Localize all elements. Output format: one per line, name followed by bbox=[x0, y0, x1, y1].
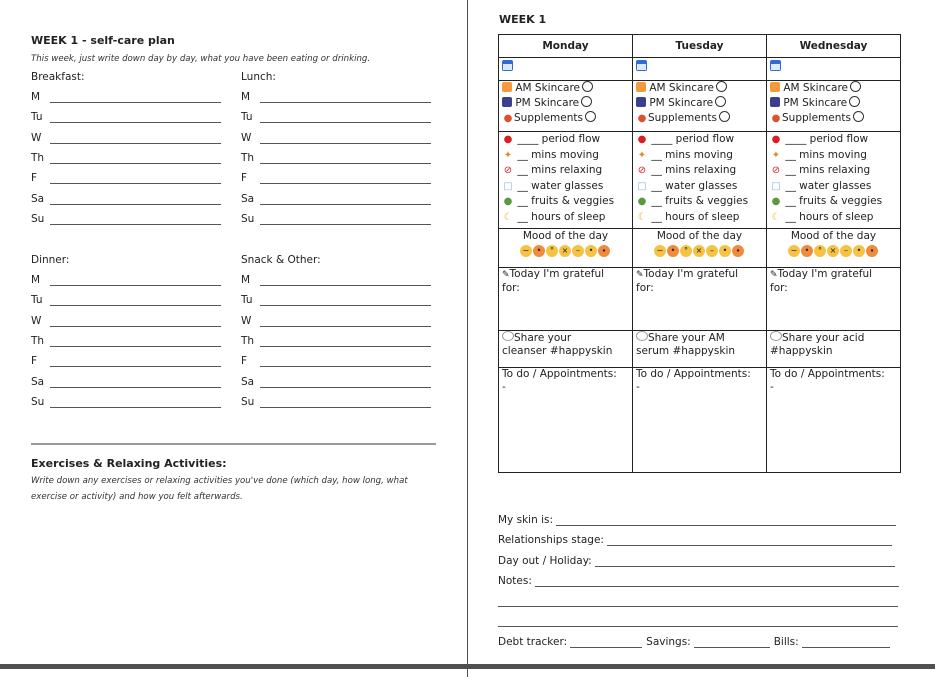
stat-mins_relaxing[interactable]: __ mins relaxing bbox=[651, 164, 737, 176]
pill-icon: ● bbox=[637, 113, 647, 124]
write-line[interactable] bbox=[260, 316, 431, 327]
debt-label: Debt tracker: bbox=[498, 636, 568, 648]
speech-bubble-icon bbox=[502, 331, 514, 341]
runner-icon: ✦ bbox=[771, 149, 781, 161]
exercise-title: Exercises & Relaxing Activities: bbox=[31, 457, 227, 470]
day-label: Th bbox=[241, 334, 255, 347]
face-icon[interactable]: – bbox=[840, 245, 852, 257]
night-icon bbox=[770, 97, 780, 107]
calendar-icon bbox=[770, 60, 781, 71]
calendar-cell bbox=[767, 58, 901, 81]
grateful-for: for: bbox=[770, 282, 788, 294]
stat-mins_relaxing[interactable]: __ mins relaxing bbox=[517, 164, 603, 176]
day-label: F bbox=[241, 172, 248, 185]
share-cell[interactable] bbox=[633, 331, 767, 368]
salad-icon: ● bbox=[503, 196, 513, 207]
pencil-icon: ✎ bbox=[770, 270, 778, 280]
day-label: M bbox=[31, 274, 41, 286]
col-tuesday: Tuesday bbox=[633, 35, 767, 58]
todo-cell[interactable] bbox=[633, 368, 767, 473]
face-icon[interactable]: ∼ bbox=[520, 245, 532, 257]
stat-mins_moving[interactable]: __ mins moving bbox=[651, 148, 733, 161]
stat-period_flow[interactable]: ____ period flow bbox=[651, 133, 735, 145]
write-line[interactable] bbox=[556, 515, 896, 526]
calendar-icon bbox=[502, 60, 513, 71]
breakfast-row[interactable] bbox=[31, 193, 221, 205]
snack-row[interactable] bbox=[241, 315, 431, 327]
face-icon[interactable]: × bbox=[693, 245, 705, 257]
write-line[interactable] bbox=[50, 336, 221, 347]
salad-icon: ● bbox=[771, 196, 781, 207]
savings-line[interactable] bbox=[694, 637, 770, 648]
todo-label: To do / Appointments: bbox=[770, 368, 885, 380]
lunch-label: Lunch: bbox=[241, 71, 276, 83]
moon-icon: ☾ bbox=[637, 211, 647, 223]
pencil-icon: ✎ bbox=[502, 270, 510, 280]
write-line[interactable] bbox=[50, 92, 221, 103]
grateful-for: for: bbox=[636, 282, 654, 294]
write-line[interactable] bbox=[260, 194, 431, 205]
stat-period_flow[interactable]: ____ period flow bbox=[517, 133, 601, 145]
pm-skincare-label: PM Skincare bbox=[783, 97, 848, 109]
day-label: Sa bbox=[241, 192, 255, 205]
supplements-checkbox[interactable] bbox=[585, 111, 596, 122]
write-line[interactable] bbox=[260, 214, 431, 225]
breakfast-label: Breakfast: bbox=[31, 71, 85, 83]
breakfast-row[interactable] bbox=[31, 91, 221, 103]
todo-cell[interactable] bbox=[499, 368, 633, 473]
salad-icon: ● bbox=[637, 196, 647, 207]
face-icon[interactable]: ° bbox=[814, 245, 826, 257]
write-line[interactable] bbox=[50, 194, 221, 205]
stat-fruits_veggies[interactable]: __ fruits & veggies bbox=[651, 195, 749, 207]
write-line[interactable] bbox=[260, 173, 431, 184]
bills-line[interactable] bbox=[802, 637, 890, 648]
pencil-icon: ✎ bbox=[636, 270, 644, 280]
runner-icon: ✦ bbox=[637, 149, 647, 161]
write-line[interactable] bbox=[260, 295, 431, 306]
share-line-1: Share your bbox=[514, 332, 572, 344]
snack-row[interactable] bbox=[241, 335, 431, 347]
calendar-cell bbox=[499, 58, 633, 81]
share-line-2: #happyskin bbox=[770, 345, 833, 357]
daily-stats-cell bbox=[767, 132, 901, 229]
write-line[interactable] bbox=[607, 535, 892, 546]
write-line[interactable] bbox=[498, 596, 898, 607]
supplements-label: Supplements bbox=[648, 112, 717, 124]
face-icon[interactable]: ∙ bbox=[598, 245, 610, 257]
mood-label: Mood of the day bbox=[790, 230, 877, 242]
share-cell[interactable] bbox=[499, 331, 633, 368]
pill-icon: ● bbox=[771, 113, 781, 124]
write-line[interactable] bbox=[260, 112, 431, 123]
pill-icon: ● bbox=[503, 113, 513, 124]
supplements-checkbox[interactable] bbox=[719, 111, 730, 122]
todo-dash: - bbox=[770, 381, 774, 393]
breakfast-row[interactable] bbox=[31, 152, 221, 164]
day-label: W bbox=[241, 131, 252, 144]
day-label: W bbox=[31, 131, 42, 144]
write-line[interactable] bbox=[535, 576, 899, 587]
finance-row bbox=[498, 636, 890, 648]
face-icon[interactable]: ∼ bbox=[654, 245, 666, 257]
lunch-row[interactable] bbox=[241, 152, 431, 164]
stat-fruits_veggies[interactable]: __ fruits & veggies bbox=[785, 195, 883, 207]
extra-notes-line[interactable] bbox=[498, 596, 898, 607]
write-line[interactable] bbox=[260, 377, 431, 388]
day-label: M bbox=[241, 274, 251, 286]
write-line[interactable] bbox=[260, 397, 431, 408]
face-icon[interactable]: • bbox=[585, 245, 597, 257]
runner-icon: ✦ bbox=[503, 149, 513, 161]
stat-water_glasses[interactable]: __ water glasses bbox=[517, 179, 604, 192]
day-out-line-label: Day out / Holiday: bbox=[498, 555, 592, 567]
write-line[interactable] bbox=[50, 133, 221, 144]
pm-skincare-label: PM Skincare bbox=[649, 97, 714, 109]
mood-cell bbox=[633, 229, 767, 268]
share-line-1: Share your acid bbox=[782, 332, 865, 344]
bills-label: Bills: bbox=[773, 636, 799, 648]
grateful-cell[interactable] bbox=[767, 268, 901, 331]
day-label: F bbox=[241, 355, 248, 368]
col-monday: Monday bbox=[499, 35, 633, 58]
extra-notes-line[interactable] bbox=[498, 616, 898, 627]
supplements-label: Supplements bbox=[782, 112, 851, 124]
write-line[interactable] bbox=[50, 153, 221, 164]
snack-label: Snack & Other: bbox=[241, 254, 321, 266]
stat-hours_sleep[interactable]: __ hours of sleep bbox=[651, 210, 740, 223]
calendar-icon bbox=[636, 60, 647, 71]
write-line[interactable] bbox=[50, 316, 221, 327]
no-entry-icon: ⊘ bbox=[503, 165, 513, 176]
face-icon[interactable]: ° bbox=[680, 245, 692, 257]
no-entry-icon: ⊘ bbox=[771, 165, 781, 176]
write-line[interactable] bbox=[50, 377, 221, 388]
am-skincare-label: AM Skincare bbox=[515, 82, 580, 94]
breakfast-row[interactable] bbox=[31, 111, 221, 123]
drop-icon: ● bbox=[771, 134, 781, 145]
pm-skincare-checkbox[interactable] bbox=[581, 96, 592, 107]
mood-cell bbox=[499, 229, 633, 268]
pm-skincare-label: PM Skincare bbox=[515, 97, 580, 109]
lunch-row[interactable] bbox=[241, 132, 431, 144]
face-icon[interactable]: × bbox=[827, 245, 839, 257]
left-page bbox=[0, 0, 467, 664]
grateful-label: Today I'm grateful bbox=[509, 268, 605, 280]
write-line[interactable] bbox=[50, 214, 221, 225]
grateful-label: Today I'm grateful bbox=[777, 268, 873, 280]
breakfast-row[interactable] bbox=[31, 132, 221, 144]
sunrise-icon bbox=[502, 82, 512, 92]
lunch-row[interactable] bbox=[241, 172, 431, 184]
write-line[interactable] bbox=[498, 616, 898, 627]
sunrise-icon bbox=[770, 82, 780, 92]
face-icon[interactable]: • bbox=[533, 245, 545, 257]
glass-icon: □ bbox=[771, 180, 781, 192]
my-skin-line[interactable] bbox=[498, 514, 896, 526]
todo-label: To do / Appointments: bbox=[502, 368, 617, 380]
day-label: W bbox=[241, 314, 252, 327]
dinner-row[interactable] bbox=[31, 396, 221, 408]
night-icon bbox=[636, 97, 646, 107]
day-label: Tu bbox=[31, 294, 43, 307]
grateful-for: for: bbox=[502, 282, 520, 294]
snack-row[interactable] bbox=[241, 355, 431, 367]
write-line[interactable] bbox=[50, 356, 221, 367]
notes-line-label: Notes: bbox=[498, 575, 532, 587]
am-skincare-checkbox[interactable] bbox=[850, 81, 861, 92]
relationships-line[interactable] bbox=[498, 534, 892, 546]
day-label: Sa bbox=[31, 192, 45, 205]
stat-hours_sleep[interactable]: __ hours of sleep bbox=[517, 210, 606, 223]
speech-bubble-icon bbox=[636, 331, 648, 341]
stat-water_glasses[interactable]: __ water glasses bbox=[651, 179, 738, 192]
face-icon[interactable]: × bbox=[559, 245, 571, 257]
am-skincare-label: AM Skincare bbox=[783, 82, 848, 94]
relationships-line-label: Relationships stage: bbox=[498, 534, 604, 546]
supplements-checkbox[interactable] bbox=[853, 111, 864, 122]
day-label: Tu bbox=[241, 294, 253, 307]
pm-skincare-checkbox[interactable] bbox=[715, 96, 726, 107]
speech-bubble-icon bbox=[770, 331, 782, 341]
stat-period_flow[interactable]: ____ period flow bbox=[785, 133, 869, 145]
snack-row[interactable] bbox=[241, 396, 431, 408]
mood-cell bbox=[767, 229, 901, 268]
day-label: Su bbox=[241, 212, 255, 225]
write-line[interactable] bbox=[50, 397, 221, 408]
savings-label: Savings: bbox=[646, 636, 691, 648]
grateful-cell[interactable] bbox=[499, 268, 633, 331]
am-skincare-checkbox[interactable] bbox=[716, 81, 727, 92]
page-bottom-strip bbox=[0, 664, 935, 677]
mood-label: Mood of the day bbox=[656, 230, 743, 242]
write-line[interactable] bbox=[50, 275, 221, 286]
daily-stats-cell bbox=[633, 132, 767, 229]
todo-cell[interactable] bbox=[767, 368, 901, 473]
write-line[interactable] bbox=[595, 556, 895, 567]
face-icon[interactable]: • bbox=[801, 245, 813, 257]
dinner-row[interactable] bbox=[31, 274, 221, 286]
notes-line[interactable] bbox=[498, 575, 899, 587]
day-label: Su bbox=[241, 395, 255, 408]
pm-skincare-checkbox[interactable] bbox=[849, 96, 860, 107]
stat-mins_relaxing[interactable]: __ mins relaxing bbox=[785, 164, 871, 176]
glass-icon: □ bbox=[637, 180, 647, 192]
glass-icon: □ bbox=[503, 180, 513, 192]
section-divider bbox=[31, 443, 436, 445]
day-label: F bbox=[31, 355, 38, 368]
dinner-label: Dinner: bbox=[31, 254, 70, 266]
write-line[interactable] bbox=[50, 112, 221, 123]
face-icon[interactable]: • bbox=[853, 245, 865, 257]
skincare-cell bbox=[767, 81, 901, 132]
write-line[interactable] bbox=[260, 133, 431, 144]
lunch-row[interactable] bbox=[241, 193, 431, 205]
snack-row[interactable] bbox=[241, 294, 431, 306]
grateful-cell[interactable] bbox=[633, 268, 767, 331]
day-label: M bbox=[241, 91, 251, 103]
day-label: Su bbox=[31, 212, 45, 225]
night-icon bbox=[502, 97, 512, 107]
day-label: Th bbox=[31, 334, 45, 347]
my-skin-line-label: My skin is: bbox=[498, 514, 553, 526]
daily-stats-cell bbox=[499, 132, 633, 229]
face-icon[interactable]: ∙ bbox=[732, 245, 744, 257]
lunch-row[interactable] bbox=[241, 91, 431, 103]
day-label: Tu bbox=[241, 111, 253, 124]
day-label: F bbox=[31, 172, 38, 185]
debt-line[interactable] bbox=[570, 637, 642, 648]
sunrise-icon bbox=[636, 82, 646, 92]
share-line-2: cleanser #happyskin bbox=[502, 345, 613, 357]
dinner-row[interactable] bbox=[31, 335, 221, 347]
day-label: Th bbox=[31, 151, 45, 164]
write-line[interactable] bbox=[260, 356, 431, 367]
mood-label: Mood of the day bbox=[522, 230, 609, 242]
exercise-note-1: Write down any exercises or relaxing activities you've done (which day, how long, what bbox=[31, 476, 408, 486]
intro-note: This week, just write down day by day, what you have been eating or drinking. bbox=[31, 54, 371, 64]
supplements-label: Supplements bbox=[514, 112, 583, 124]
no-entry-icon: ⊘ bbox=[637, 165, 647, 176]
calendar-cell bbox=[633, 58, 767, 81]
page-title: WEEK 1 - self-care plan bbox=[31, 34, 175, 47]
am-skincare-checkbox[interactable] bbox=[582, 81, 593, 92]
share-cell[interactable] bbox=[767, 331, 901, 368]
day-label: Sa bbox=[31, 375, 45, 388]
stat-mins_moving[interactable]: __ mins moving bbox=[785, 148, 867, 161]
write-line[interactable] bbox=[50, 295, 221, 306]
todo-dash: - bbox=[502, 381, 506, 393]
exercise-note-2: exercise or activity) and how you felt afterwards. bbox=[31, 492, 243, 502]
face-icon[interactable]: ∼ bbox=[788, 245, 800, 257]
day-out-line[interactable] bbox=[498, 555, 895, 567]
dinner-row[interactable] bbox=[31, 376, 221, 388]
stat-fruits_veggies[interactable]: __ fruits & veggies bbox=[517, 195, 615, 207]
face-icon[interactable]: • bbox=[719, 245, 731, 257]
face-icon[interactable]: ° bbox=[546, 245, 558, 257]
drop-icon: ● bbox=[503, 134, 513, 145]
face-icon[interactable]: ∙ bbox=[866, 245, 878, 257]
day-label: Tu bbox=[31, 111, 43, 124]
skincare-cell bbox=[633, 81, 767, 132]
dinner-row[interactable] bbox=[31, 355, 221, 367]
dinner-row[interactable] bbox=[31, 315, 221, 327]
todo-label: To do / Appointments: bbox=[636, 368, 751, 380]
stat-hours_sleep[interactable]: __ hours of sleep bbox=[785, 210, 874, 223]
week-title: WEEK 1 bbox=[499, 13, 547, 26]
write-line[interactable] bbox=[260, 92, 431, 103]
grateful-label: Today I'm grateful bbox=[643, 268, 739, 280]
write-line[interactable] bbox=[260, 336, 431, 347]
write-line[interactable] bbox=[260, 153, 431, 164]
drop-icon: ● bbox=[637, 134, 647, 145]
todo-dash: - bbox=[636, 381, 640, 393]
skincare-cell bbox=[499, 81, 633, 132]
daily-tracker-table bbox=[498, 34, 901, 473]
stat-water_glasses[interactable]: __ water glasses bbox=[785, 179, 872, 192]
breakfast-row[interactable] bbox=[31, 172, 221, 184]
moon-icon: ☾ bbox=[503, 211, 513, 223]
snack-row[interactable] bbox=[241, 376, 431, 388]
am-skincare-label: AM Skincare bbox=[649, 82, 714, 94]
write-line[interactable] bbox=[50, 173, 221, 184]
col-wednesday: Wednesday bbox=[767, 35, 901, 58]
share-line-1: Share your AM bbox=[648, 332, 725, 344]
day-label: Su bbox=[31, 395, 45, 408]
moon-icon: ☾ bbox=[771, 211, 781, 223]
day-label: Sa bbox=[241, 375, 255, 388]
day-label: M bbox=[31, 91, 41, 103]
face-icon[interactable]: – bbox=[572, 245, 584, 257]
write-line[interactable] bbox=[260, 275, 431, 286]
lunch-row[interactable] bbox=[241, 213, 431, 225]
breakfast-row[interactable] bbox=[31, 213, 221, 225]
lunch-row[interactable] bbox=[241, 111, 431, 123]
share-line-2: serum #happyskin bbox=[636, 345, 736, 357]
dinner-row[interactable] bbox=[31, 294, 221, 306]
snack-row[interactable] bbox=[241, 274, 431, 286]
face-icon[interactable]: – bbox=[706, 245, 718, 257]
face-icon[interactable]: • bbox=[667, 245, 679, 257]
day-label: Th bbox=[241, 151, 255, 164]
stat-mins_moving[interactable]: __ mins moving bbox=[517, 148, 599, 161]
day-label: W bbox=[31, 314, 42, 327]
